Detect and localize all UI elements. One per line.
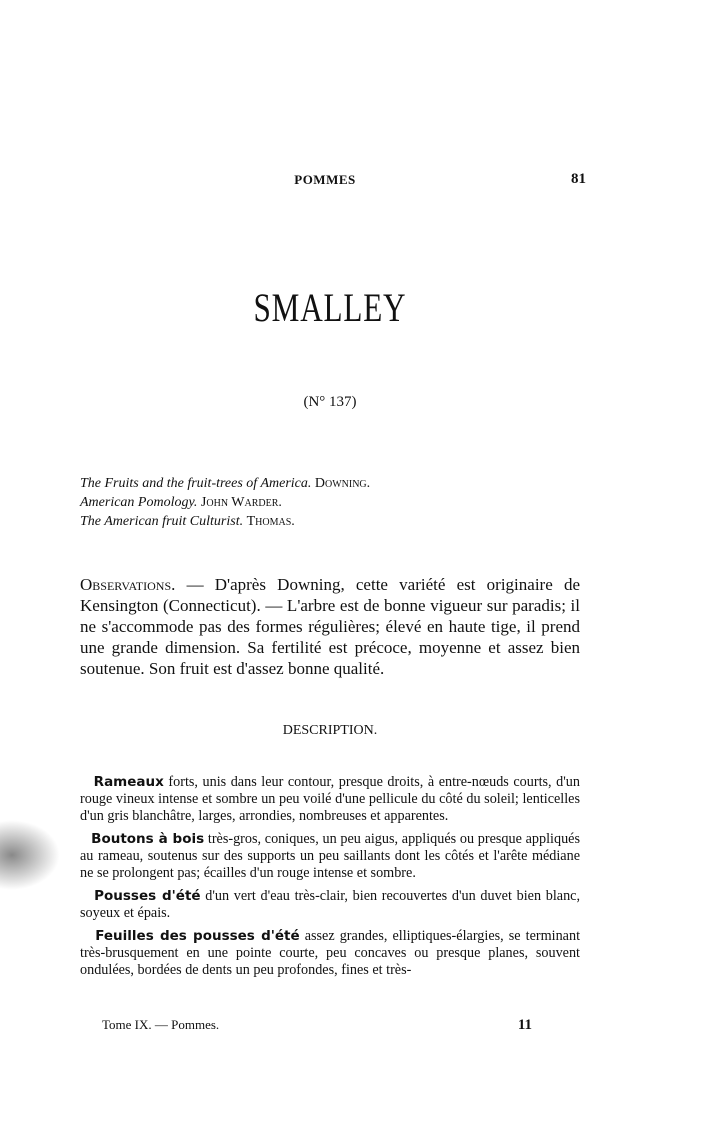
page-number: 81 [571, 171, 586, 187]
reference-work: The Fruits and the fruit-trees of America. [80, 476, 312, 491]
reference-author: John Warder. [200, 495, 282, 510]
reference-author: Downing. [314, 476, 371, 491]
reference-work: American Pomology. [80, 495, 198, 510]
reference-item [80, 493, 580, 512]
reference-item [80, 512, 580, 531]
description-text: d'un vert d'eau très-clair, bien recouvertes d'un duvet bien blanc, soyeux et épais. [80, 888, 581, 921]
reference-work: The American fruit Culturist. [80, 514, 244, 529]
observations-text: — D'après Downing, cette variété est originaire de Kensington (Connecticut). — L'arbre est de bonne vigueur sur paradis; il ne s'accommode pas des formes régulières; élevé en haute tige, il prend une grande dimension. Sa fertilité est précoce, moyenne et assez bien soutenue. Son fruit est d'assez bonne qualité. [80, 575, 580, 678]
variety-number: (N° 137) [303, 394, 357, 410]
description-term: Boutons à bois [91, 831, 205, 847]
references [80, 474, 580, 531]
description-term: Feuilles des pousses d'été [95, 928, 300, 944]
description-item [80, 774, 580, 825]
description-item [80, 888, 580, 922]
description-item [80, 831, 580, 882]
description-text: forts, unis dans leur contour, presque droits, à entre-nœuds courts, d'un rouge vineux intense et sombre un peu voilé d'une pellicule du côté du soleil; lenticelles d'un gris blanchâtre, larges, arrondies, nombreuses et apparentes. [80, 774, 580, 824]
reference-author: Thomas. [246, 514, 295, 529]
description-text: très-gros, coniques, un peu aigus, appliqués ou presque appliqués au rameau, soutenus sur des supports un peu saillants dont les côtés et l'arête médiane ne se prolongent pas; écailles d'un rouge intense et sombre. [80, 831, 580, 881]
footer-signature: 11 [517, 1017, 532, 1033]
description-heading: DESCRIPTION. [282, 723, 378, 738]
running-head [80, 171, 586, 192]
scan-smudge [0, 820, 60, 890]
description-text: assez grandes, elliptiques-élargies, se terminant très-brusquement en une pointe courte, peu concaves ou presque planes, souvent ondulées, bordées de dents un peu profondes, fines et très- [80, 928, 581, 978]
description-item [80, 928, 580, 979]
description-term: Pousses d'été [94, 888, 201, 904]
reference-item [80, 474, 580, 493]
description [80, 774, 580, 985]
observations-paragraph [80, 574, 580, 679]
observations-label: Observations. [80, 575, 176, 594]
page-title-text: SMALLEY [253, 285, 407, 330]
description-term: Rameaux [93, 774, 164, 790]
footer-volume: Tome IX. — Pommes. [102, 1017, 220, 1032]
page-title [0, 284, 660, 331]
running-head-title: POMMES [294, 172, 356, 187]
